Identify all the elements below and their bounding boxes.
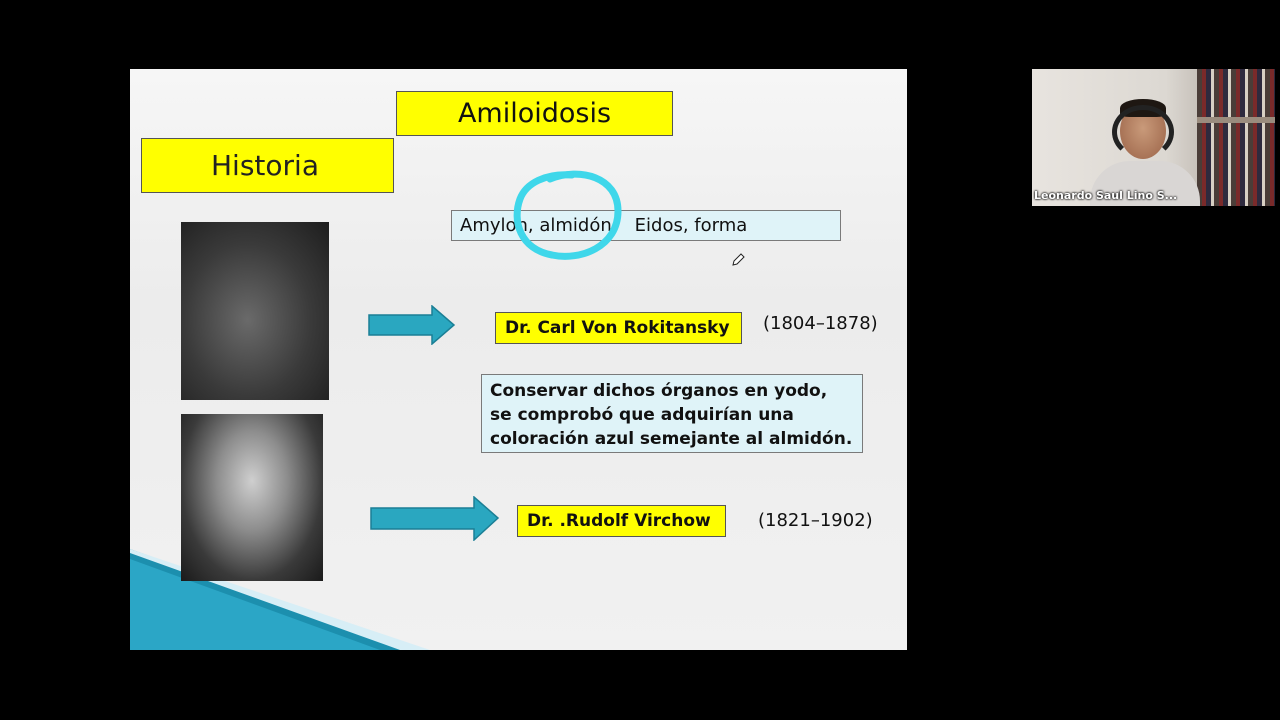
annotation-circle <box>510 169 622 261</box>
arrow-icon <box>368 305 456 345</box>
years-rokitansky: (1804–1878) <box>763 313 878 334</box>
pen-cursor-icon <box>730 252 746 268</box>
person-name-rokitansky: Dr. Carl Von Rokitansky <box>495 312 742 344</box>
presentation-slide <box>130 69 907 650</box>
headset-icon <box>1112 105 1174 159</box>
etymology-box: Amylon, almidón. Eidos, forma <box>451 210 841 241</box>
description-box: Conservar dichos órganos en yodo, se comprobó que adquirían una coloración azul semejante al almidón. <box>481 374 863 453</box>
slide-title: Amiloidosis <box>396 91 673 136</box>
section-heading: Historia <box>141 138 394 193</box>
arrow-icon <box>370 496 500 541</box>
portrait-virchow <box>181 414 323 581</box>
portrait-rokitansky <box>181 222 329 400</box>
webcam-tile[interactable] <box>1032 69 1275 206</box>
person-name-virchow: Dr. .Rudolf Virchow <box>517 505 726 537</box>
years-virchow: (1821–1902) <box>758 510 873 531</box>
bookshelf-background <box>1197 69 1275 206</box>
participant-name-label: Leonardo Saul Lino S... <box>1034 189 1178 202</box>
